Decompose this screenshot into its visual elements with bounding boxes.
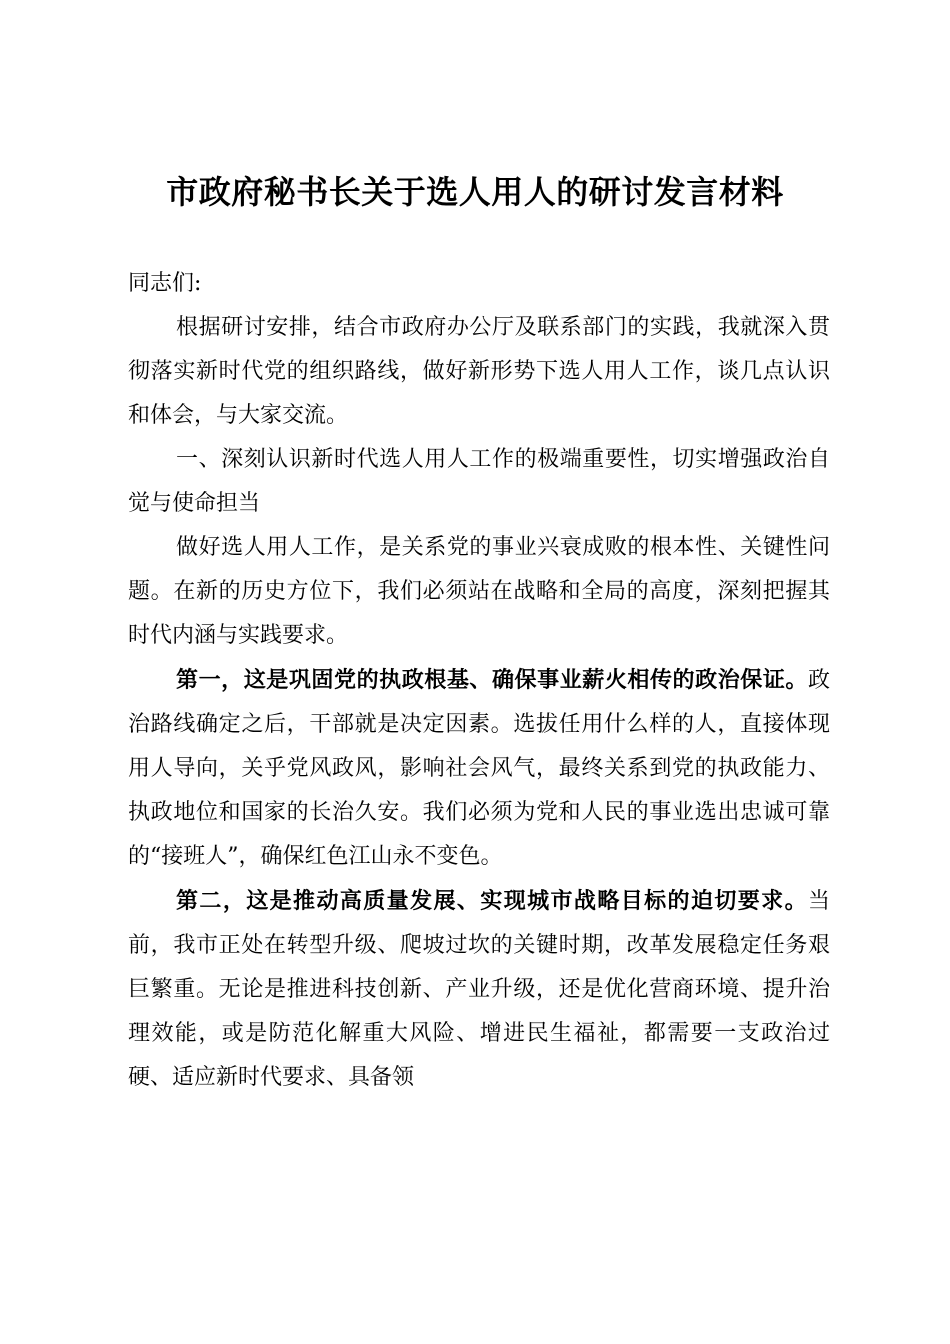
- salutation: 同志们:: [128, 271, 202, 296]
- document-body: [128, 262, 830, 1100]
- point-2-paragraph: [128, 879, 830, 1100]
- document-title: 市政府秘书长关于选人用人的研讨发言材料: [166, 173, 784, 211]
- point-1-paragraph: [128, 658, 830, 879]
- point-2-text: 当前，我市正处在转型升级、爬坡过坎的关键时期，改革发展稳定任务艰巨繁重。无论是推进科技创新、产业升级，还是优化营商环境、提升治理效能，或是防范化解重大风险、增进民生福祉，都需要一支政治过硬、适应新时代要求、具备领: [128, 889, 830, 1090]
- point-2-lead: 第二，这是推动高质量发展、实现城市战略目标的迫切要求。: [176, 888, 808, 914]
- point-1-text: 政治路线确定之后，干部就是决定因素。选拔任用什么样的人，直接体现用人导向，关乎党风政风，影响社会风气，最终关系到党的执政能力、执政地位和国家的长治久安。我们必须为党和人民的事业选出忠诚可靠的“接班人”，确保红色江山永不变色。: [128, 668, 830, 869]
- point-1-lead: 第一，这是巩固党的执政根基、确保事业薪火相传的政治保证。: [176, 667, 808, 693]
- section-heading-1: 一、深刻认识新时代选人用人工作的极端重要性，切实增强政治自觉与使命担当: [128, 447, 830, 516]
- intro-paragraph: 根据研讨安排，结合市政府办公厅及联系部门的实践，我就深入贯彻落实新时代党的组织路线，做好新形势下选人用人工作，谈几点认识和体会，与大家交流。: [128, 315, 830, 428]
- section-1-intro-paragraph: 做好选人用人工作，是关系党的事业兴衰成败的根本性、关键性问题。在新的历史方位下，我们必须站在战略和全局的高度，深刻把握其时代内涵与实践要求。: [128, 535, 830, 648]
